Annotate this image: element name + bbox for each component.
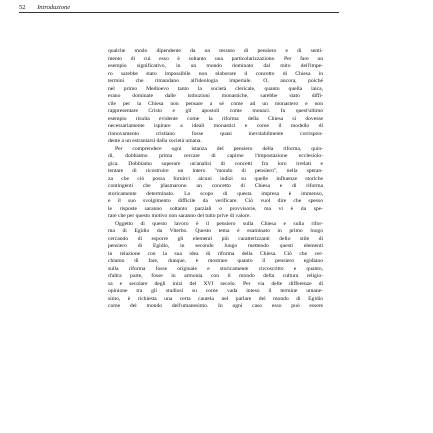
text-line: dente a un estraniarsi dalla società umana. [108, 138, 202, 144]
text-line: rare che per questo motivo non saranno del tutto prive di valore. [108, 213, 251, 219]
text-line: storicamente determinato. Lo scopo di questa impresa è immenso, [108, 190, 323, 197]
header-rule [19, 12, 339, 13]
text-line: pensiero di Egidio, in secondo luogo mettendo questi elementi [108, 243, 323, 249]
text-line: di, dobbiamo prima cercare di capirne l'impostazione ecclesiolo- [108, 153, 323, 159]
text-line: esempio risulta evidente come la riforma della Chiesa si dovesse [108, 115, 323, 122]
text-line: Oggetto di questo lavoro è il pensiero sulla Chiesa e sulla rifor- [115, 220, 323, 227]
text-line: necessariamente ispirare a ideali monastici e come il modello di [108, 123, 323, 129]
text-line: qualche modo dipendente da un tessuto di pensiero e di senti- [108, 48, 323, 54]
text-line: Per comprendere ogni istanza del pensiero della riforma, quin- [115, 145, 323, 152]
text-line: nel primo Medioevo tanto la società clericale, quanto quella laica, [108, 85, 323, 92]
text-line: ro sarebbe stato impossibile non elaborare il concetto di Chiesa in [108, 70, 323, 77]
body-text [108, 48, 323, 311]
text-line: rappresentare Cristo e gli apostoli come monaci. In quest'ultimo [108, 108, 323, 114]
text-line: gica. Dobbiamo superare un'analisi di concetti fra loro irrelati e [108, 160, 323, 167]
text-line: mento di cui esso è soltanto una particolarizzazione. Per fare un [108, 55, 323, 62]
text-line: le risposte saranno soltanto parziali o provvisorie, ma vi è da spe- [108, 205, 323, 212]
text-line: rinnovamento cristiano fosse quasi inevitabilmente corrispon- [108, 130, 323, 137]
text-line: contingenti che plasmarono un concetto di Chiesa e di riforma [108, 183, 323, 189]
text-line: erano dominate dalle istituzioni monastiche, sarebbe stato diffi- [108, 93, 323, 99]
page-number: 52 [19, 4, 26, 11]
text-line: esempio significativo, in un mondo dominato dal mito dell'impe- [108, 63, 323, 69]
text-line: e il suo svolgimento difficile da verificare. Ciò vuol dire che spesso [108, 198, 323, 204]
text-line: termini che rimandano all'ideologia imperiale. O, ancora, poiché [108, 78, 323, 84]
text-line: ma di Egidio da Viterbo. Questo tema è esaminato in primo luogo [108, 228, 323, 234]
text-line: come del mondo dell'umanesimo. In ogni caso esso può essere [108, 303, 323, 309]
text-line: in relazione con la sua idea di riforma della Chiesa. Ciò che cer- [108, 250, 323, 257]
text-line: chiamo di fare, dunque, è mostrare quanto il pensiero egidiano [108, 258, 323, 264]
running-head [19, 3, 319, 12]
text-line: sa e secolare degli inizi del XVI secolo. Per via delle differenze di [108, 280, 323, 287]
text-line: cile per la Chiesa non pensare a sé come ad un monastero e non [108, 100, 323, 107]
text-line: simo, è richiesta una certa cautela nel parlare del mondo di Egidio [108, 295, 323, 302]
text-line: sulla riforma fosse originale e storicamente circoscritto e quanto, [108, 265, 323, 272]
text-line: d'altra parte, fosse in armonia con il mondo della cultura religio- [108, 273, 323, 279]
text-line: cercando di esporre gli elementi più caratterizzanti dello stile di [108, 235, 323, 242]
text-line: tentare di ricostruire un intero "mondo di pensiero", nella speran- [108, 168, 323, 174]
text-line: opinione tra gli studiosi su come vada inteso il termine umane- [108, 288, 323, 294]
text-line: za che ciò possa fornirci alcuni indizi su quelle influenze storiche [108, 175, 323, 182]
section-title: Introduzione [37, 4, 71, 11]
